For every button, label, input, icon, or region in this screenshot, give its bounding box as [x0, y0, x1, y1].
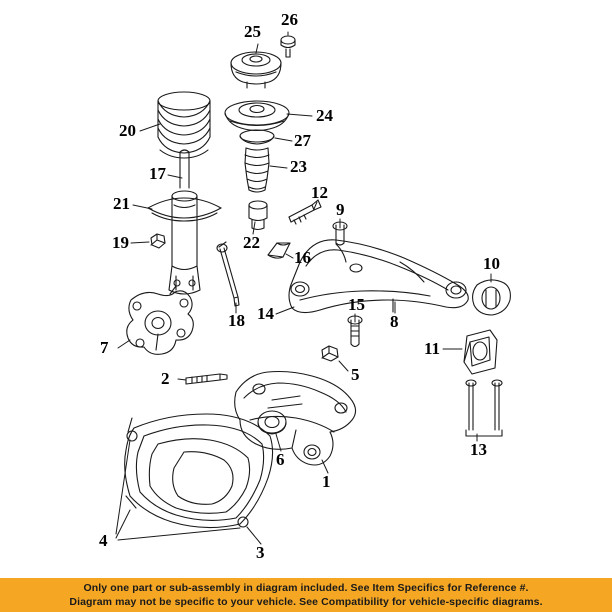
part-1-rear-crossmember [235, 372, 356, 469]
callout-8: 8 [390, 312, 399, 331]
part-26-strut-mount-nut [281, 36, 295, 57]
callout-4: 4 [99, 531, 108, 550]
part-2-crossmember-bolt [186, 374, 227, 384]
part-18-strut-pinch-bolt [217, 242, 239, 306]
callout-15: 15 [348, 295, 365, 314]
part-27-bearing-plate [240, 130, 274, 144]
callout-16: 16 [294, 248, 311, 267]
part-7-steering-knuckle [127, 286, 194, 354]
callout-25: 25 [244, 22, 261, 41]
callout-12: 12 [311, 183, 328, 202]
callout-3: 3 [256, 543, 265, 562]
callout-7: 7 [100, 338, 109, 357]
callout-27: 27 [294, 131, 311, 150]
callout-17: 17 [149, 164, 166, 183]
part-23-dust-boot [245, 148, 269, 192]
disclaimer-line-1: Only one part or sub-assembly in diagram included. See Item Specifics for Reference #. [83, 581, 529, 594]
disclaimer-line-2: Diagram may not be specific to your vehicle. See Compatibility for vehicle-specific diagrams. [69, 596, 543, 608]
callout-1: 1 [322, 472, 331, 491]
callout-6: 6 [276, 450, 285, 469]
part-16-dust-boot-cone [268, 243, 290, 258]
callout-5: 5 [351, 365, 360, 384]
part-11-bushing-bracket [464, 330, 497, 374]
callout-11: 11 [424, 339, 441, 358]
callout-10: 10 [483, 254, 500, 273]
callout-23: 23 [290, 157, 307, 176]
callout-2: 2 [161, 369, 170, 388]
callout-14: 14 [257, 304, 274, 323]
callout-18: 18 [228, 311, 245, 330]
callout-19: 19 [112, 233, 129, 252]
callout-13: 13 [470, 440, 487, 459]
part-22-jounce-bumper-cap [249, 201, 267, 230]
callout-9: 9 [336, 200, 345, 219]
callout-24: 24 [316, 106, 333, 125]
part-13-bracket-bolts [466, 380, 502, 436]
disclaimer-banner [0, 578, 612, 612]
part-24-upper-spring-seat [225, 101, 289, 131]
callout-21: 21 [113, 194, 130, 213]
part-19-strut-nut [151, 234, 165, 248]
callout-22: 22 [243, 233, 260, 252]
part-5-nut-small [322, 346, 338, 361]
part-10-control-arm-rear-bushing [473, 280, 511, 315]
part-20-coil-spring [158, 92, 210, 158]
callout-20: 20 [119, 121, 136, 140]
part-25-strut-mount [231, 52, 281, 88]
callout-26: 26 [281, 10, 298, 29]
part-6-bushing-ring [258, 411, 286, 434]
part-3-subframe-assembly [125, 414, 273, 528]
part-14-control-arm [289, 240, 468, 313]
